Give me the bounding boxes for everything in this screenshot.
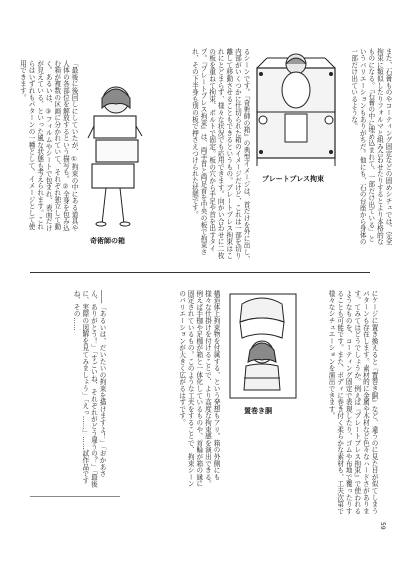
page-number: 59 xyxy=(379,522,386,530)
text-column-top-left: 「最後に後回しにしていたが、①拘束の中にある道具や人体の各部位を解放するという描写も。②全身を包み込む箱が複数の区画に分かれていて、それぞれ独立して動く。あるいは、③フィルムやシートで包まれ、表面だけが見えている、といった風な状態も考えられます。これらはいずれもパターンの一種として、イメージとして使用できます。 xyxy=(18,60,78,232)
text-column-bottom-middle: 構造体上拘束物を付属する、という発想もアリ。箱の外側にも様々な仕掛けを付けることで、より高度な拘束感を演出できる。例えば手枷や足枷が箱と一体化しているものや、首輪が箱の縁に固定されているもの。このような工夫をすることで、拘束シーンのバリエーションが大きく広がるはずです。 xyxy=(177,290,220,488)
bottom-rule xyxy=(30,496,120,497)
text-column-bottom-left: ――「あるいは、だいたいの拘束を描けますよ！」「おかあさん、ありがとう！」「すごいね、それぞれがどう違うの？」「最後に、実際の図解を見てみましょう」「えっ……」……試作品ですね、その…… xyxy=(72,290,106,488)
figure-plate-press xyxy=(255,50,337,168)
caption-plate-press: プレートプレス拘束 xyxy=(262,175,325,183)
text-column-top-middle: るシーンです。『奇術師の箱』の典型イメージは、首だけを外に出し、内部がいくつかに仕切られた箱のイメージだけど、これは一部を切り離して移動させることもできるというもの。プレートプレス拘束はこれにとどまらず、様々な状況でも応用できます。向かい合わせに二枚の板を重ねて拘束、ボルトで固定。板の穴から手足や首を出すタイプ。『プレートプレス拘束』は、両手首と両足首を中央の板で拘束され、その下半身も別の板で押さえつけられた状態です。 xyxy=(190,48,250,263)
figure-wrapped-body xyxy=(228,292,298,400)
caption-magician-box: 奇術師の箱 xyxy=(90,237,125,245)
text-column-bottom-right: にケージに置き換えると『置巻き胴』など、違うのに見た目が似てしまうパターンも存在します。素材的に金属や木材など色々なハードさがあります。てみてはどうでしょうか。例えば『プレートプレス拘束』で使われるようなものを、コーティング固定で表現したり、ゴムや布地で覆ったりすることも可能です。また、ボディに巻き付く柔らかな素材も、工夫次第で様々なシチュエーションを演出できます。 xyxy=(327,290,378,515)
section-divider xyxy=(30,272,370,273)
caption-wrapped-body: 置巻き胴 xyxy=(244,407,272,415)
text-column-top-right: また、石膏ものやコーティング固定などの固めシチュでは、完全拘束に類似したりフォルマと組み合わせたりするとより本格的なものになる。「石膏の中に埋め込まれて、一部だけ出ている」というバリエーションもありがちだ。他にも、石の台座から身体の一部だけ出ているような。 xyxy=(349,48,392,246)
figure-magician-box xyxy=(84,78,144,228)
